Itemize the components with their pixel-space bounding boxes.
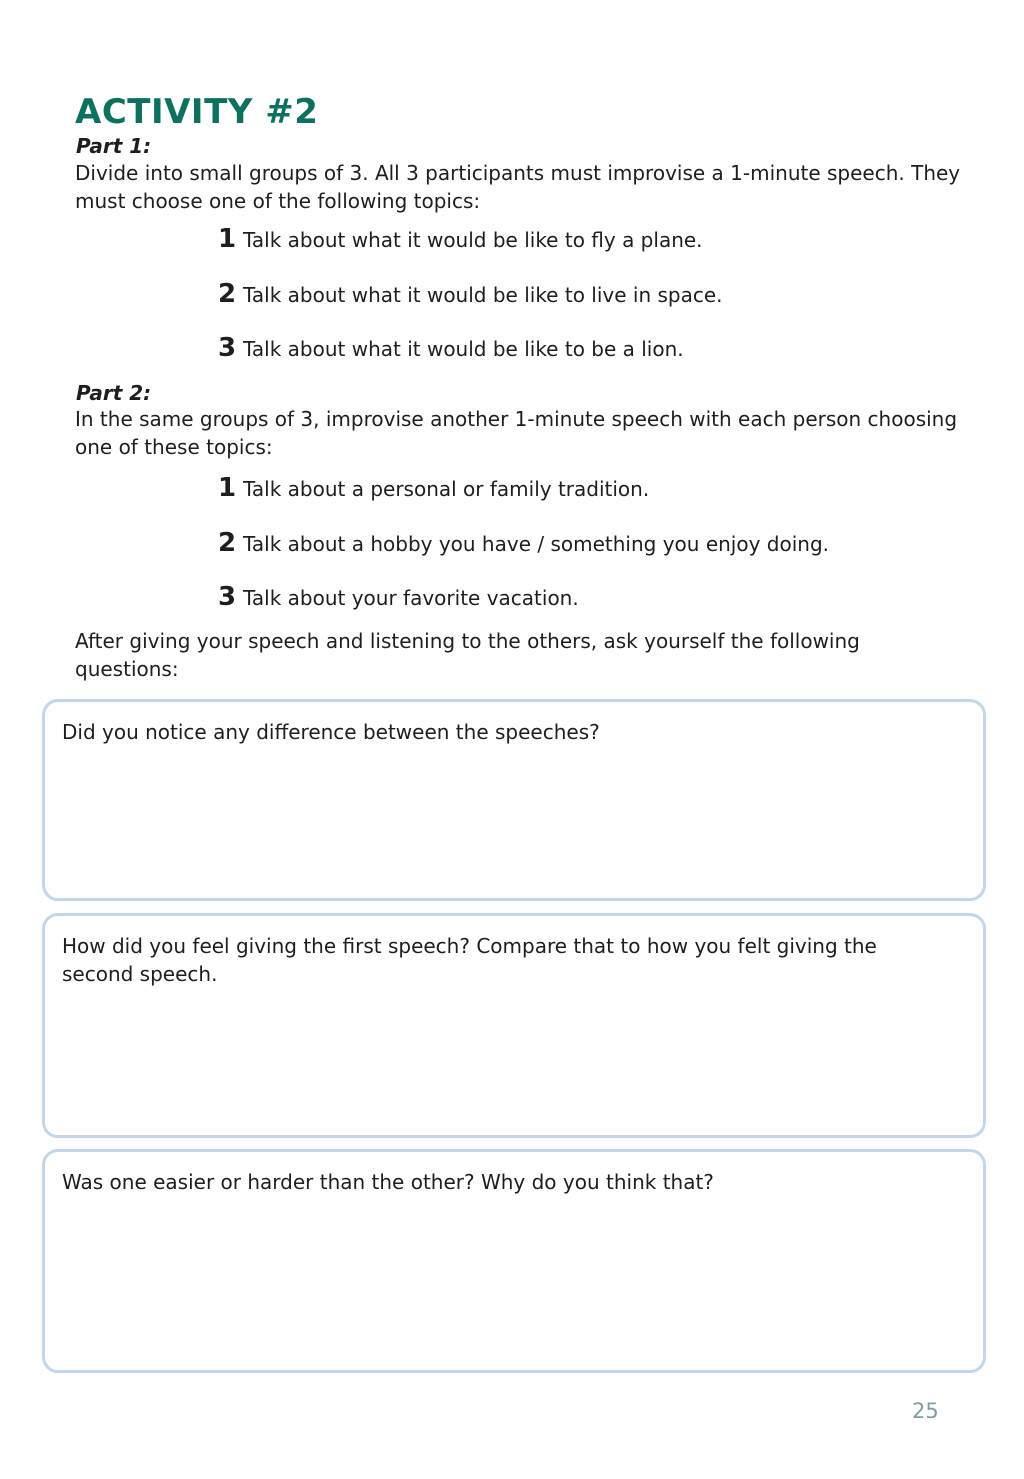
part1-topic-1 [218, 224, 703, 254]
topic-text: Talk about a hobby you have / something you enjoy doing. [243, 532, 829, 556]
question-1: Did you notice any difference between the speeches? [62, 720, 600, 744]
topic-number: 3 [218, 582, 237, 612]
topic-text: Talk about a personal or family tradition. [243, 477, 650, 501]
topic-text: Talk about what it would be like to be a lion. [243, 337, 684, 361]
part2-topic-2 [218, 528, 829, 558]
answer-box-3[interactable] [42, 1149, 986, 1373]
part2-heading: Part 2: [76, 381, 152, 405]
part1-topic-3 [218, 333, 684, 363]
page-title: ACTIVITY #2 [75, 92, 319, 132]
answer-box-1[interactable] [42, 699, 986, 901]
topic-text: Talk about what it would be like to fly a plane. [243, 228, 703, 252]
answer-box-2[interactable] [42, 913, 986, 1138]
topic-number: 2 [218, 528, 237, 558]
topic-number: 3 [218, 333, 237, 363]
topic-number: 1 [218, 224, 237, 254]
part1-topic-2 [218, 279, 723, 309]
topic-text: Talk about what it would be like to live in space. [243, 283, 723, 307]
part1-intro: Divide into small groups of 3. All 3 participants must improvise a 1-minute speech. They must choose one of the following topics: [75, 161, 961, 213]
part1-heading: Part 1: [76, 134, 152, 158]
question-2: How did you feel giving the first speech? Compare that to how you felt giving the second speech. [62, 934, 877, 986]
reflection-intro: After giving your speech and listening to the others, ask yourself the following questions: [75, 629, 860, 681]
topic-number: 2 [218, 279, 237, 309]
part2-topic-1 [218, 473, 649, 503]
question-3: Was one easier or harder than the other? Why do you think that? [62, 1170, 714, 1194]
page-number: 25 [912, 1399, 939, 1423]
topic-number: 1 [218, 473, 237, 503]
part2-topic-3 [218, 582, 579, 612]
part2-intro: In the same groups of 3, improvise another 1-minute speech with each person choosing one of these topics: [75, 407, 958, 459]
topic-text: Talk about your favorite vacation. [243, 586, 579, 610]
